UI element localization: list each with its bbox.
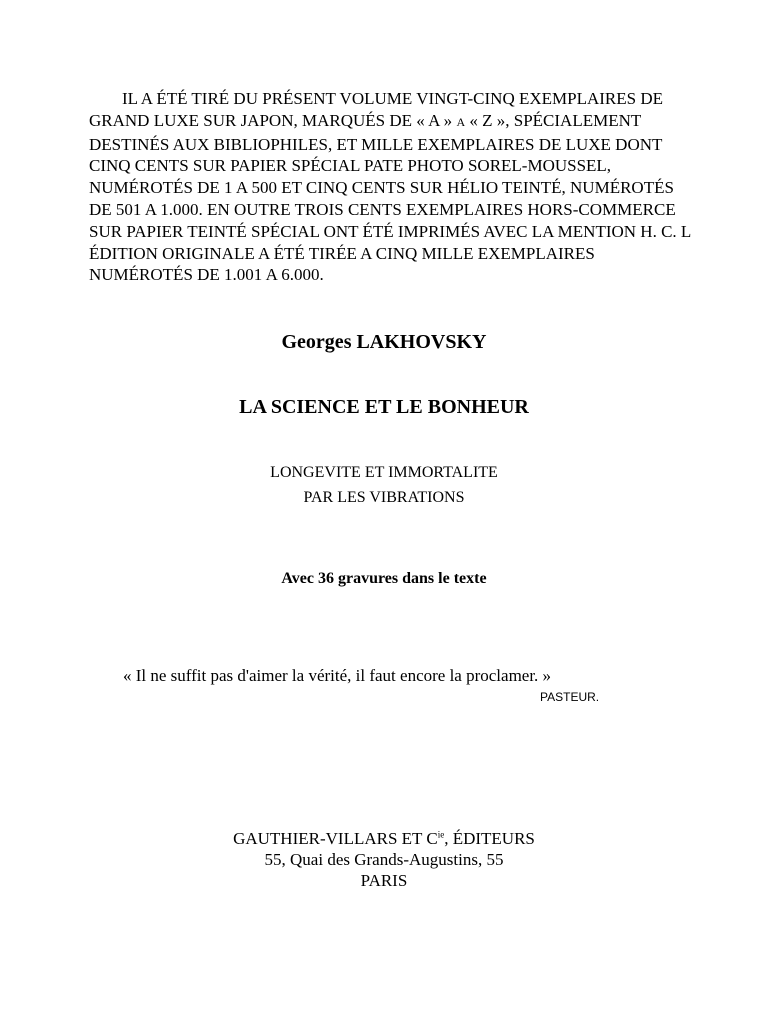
publisher-name-text: , ÉDITEURS (444, 829, 535, 848)
notice-line: ÉDITION ORIGINALE A ÉTÉ TIRÉE A CINQ MILLE EXEMPLAIRES (89, 243, 595, 263)
print-run-notice (89, 88, 720, 286)
notice-small-letter: A (456, 114, 466, 129)
notice-line: NUMÉROTÉS DE 1 A 500 ET CINQ CENTS SUR HÉLIO TEINTÉ, NUMÉROTÉS (89, 178, 674, 198)
publisher-name (0, 828, 768, 849)
notice-line (89, 110, 720, 134)
notice-line (89, 88, 720, 110)
publisher-city: PARIS (360, 871, 408, 890)
author-name: Georges LAKHOVSKY (281, 331, 487, 353)
notice-line-text: GRAND LUXE SUR JAPON, MARQUÉS DE « A » (89, 110, 457, 130)
publisher-block (0, 828, 768, 891)
subtitle-line: PAR LES VIBRATIONS (303, 489, 465, 506)
notice-line: SUR PAPIER TEINTÉ SPÉCIAL ONT ÉTÉ IMPRIMÉS AVEC LA MENTION H. C. L (89, 221, 692, 241)
book-title: LA SCIENCE ET LE BONHEUR (239, 396, 529, 418)
publisher-name-text: GAUTHIER-VILLARS ET C (233, 829, 438, 848)
notice-line: NUMÉROTÉS DE 1.001 A 6.000. (89, 265, 324, 285)
publisher-address: 55, Quai des Grands-Augustins, 55 (264, 850, 504, 869)
illustrations-note: Avec 36 gravures dans le texte (281, 570, 487, 587)
epigraph-quote: « Il ne suffit pas d'aimer la vérité, il faut encore la proclamer. » (123, 666, 552, 685)
publisher-name-superscript: ie (437, 829, 445, 840)
epigraph-attribution: PASTEUR. (540, 690, 600, 704)
notice-line-text: IL A ÉTÉ TIRÉ DU PRÉSENT VOLUME VINGT-CINQ EXEMPLAIRES DE (122, 89, 664, 108)
subtitle-line: LONGEVITE ET IMMORTALITE (270, 464, 498, 481)
notice-line: CINQ CENTS SUR PAPIER SPÉCIAL PATE PHOTO SOREL-MOUSSEL, (89, 156, 612, 176)
notice-line: DE 501 A 1.000. EN OUTRE TROIS CENTS EXEMPLAIRES HORS-COMMERCE (89, 199, 676, 219)
book-subtitle (0, 460, 768, 510)
notice-line: DESTINÉS AUX BIBLIOPHILES, ET MILLE EXEMPLAIRES DE LUXE DONT (89, 134, 663, 154)
notice-line-text: « Z », SPÉCIALEMENT (465, 110, 642, 130)
